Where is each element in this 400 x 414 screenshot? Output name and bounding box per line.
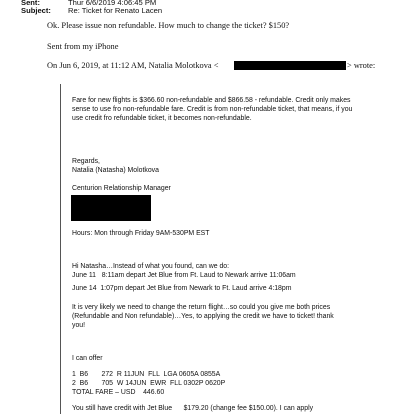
request-line: June 11 8:11am depart Jet Blue from Ft. Laud to Newark arrive 11:06am [72,272,296,279]
change-line: you! [72,322,86,329]
redacted-contact-block [71,195,151,221]
request-line: June 14 1:07pm depart Jet Blue from Newark to Ft. Laud arrive 4:18pm [72,285,292,292]
sent-label: Sent: [21,0,40,7]
sent-value: Thur 6/6/2019 4:06:45 PM [68,0,157,7]
reply-line: Ok. Please issue non refundable. How much to change the ticket? $150? [47,21,290,30]
change-line: It is very likely we need to change the return flight…so could you give me both prices [72,304,331,311]
fare-line: sense to use fro non-refundable fare. Credit is from non-refundable ticket, that means, if you [72,106,353,113]
request-line: Hi Natasha…Instead of what you found, can we do: [72,263,230,270]
credit-line: You still have credit with Jet Blue $179.20 (change fee $150.00). I can apply [72,405,314,412]
fare-line: use credit fro refundable ticket, it becomes non-refundable. [72,115,252,122]
fare-line: Fare for new flights is $366.60 non-refundable and $866.58 - refundable. Credit only makes [72,97,351,104]
regards: Regards, [72,158,100,165]
sender-name: Natalia (Natasha) Molotkova [72,167,159,174]
wrote-prefix: On Jun 6, 2019, at 11:12 AM, Natalia Molotkova < [47,61,219,70]
redacted-email-address [234,61,346,70]
subject-label: Subject: [21,6,51,15]
subject-row [21,6,162,15]
subject-value: Re: Ticket for Renato Lacen [68,6,163,15]
office-hours: Hours: Mon through Friday 9AM-530PM EST [72,230,210,237]
sender-title: Centurion Relationship Manager [72,185,171,192]
change-line: (Refundable and Non refundable)…Yes, to applying the credit we have to ticket! thank [72,313,334,320]
flight-row: 1 B6 272 R 11JUN FLL LGA 0605A 0855A [72,371,221,378]
flight-row: 2 B6 705 W 14JUN EWR FLL 0302P 0620P [72,380,226,387]
quoted-message [60,84,400,414]
wrote-suffix: > wrote: [347,61,376,70]
total-fare: TOTAL FARE – USD 446.60 [72,389,165,396]
reply-signature: Sent from my iPhone [47,42,119,51]
offer-line: I can offer [72,355,103,362]
